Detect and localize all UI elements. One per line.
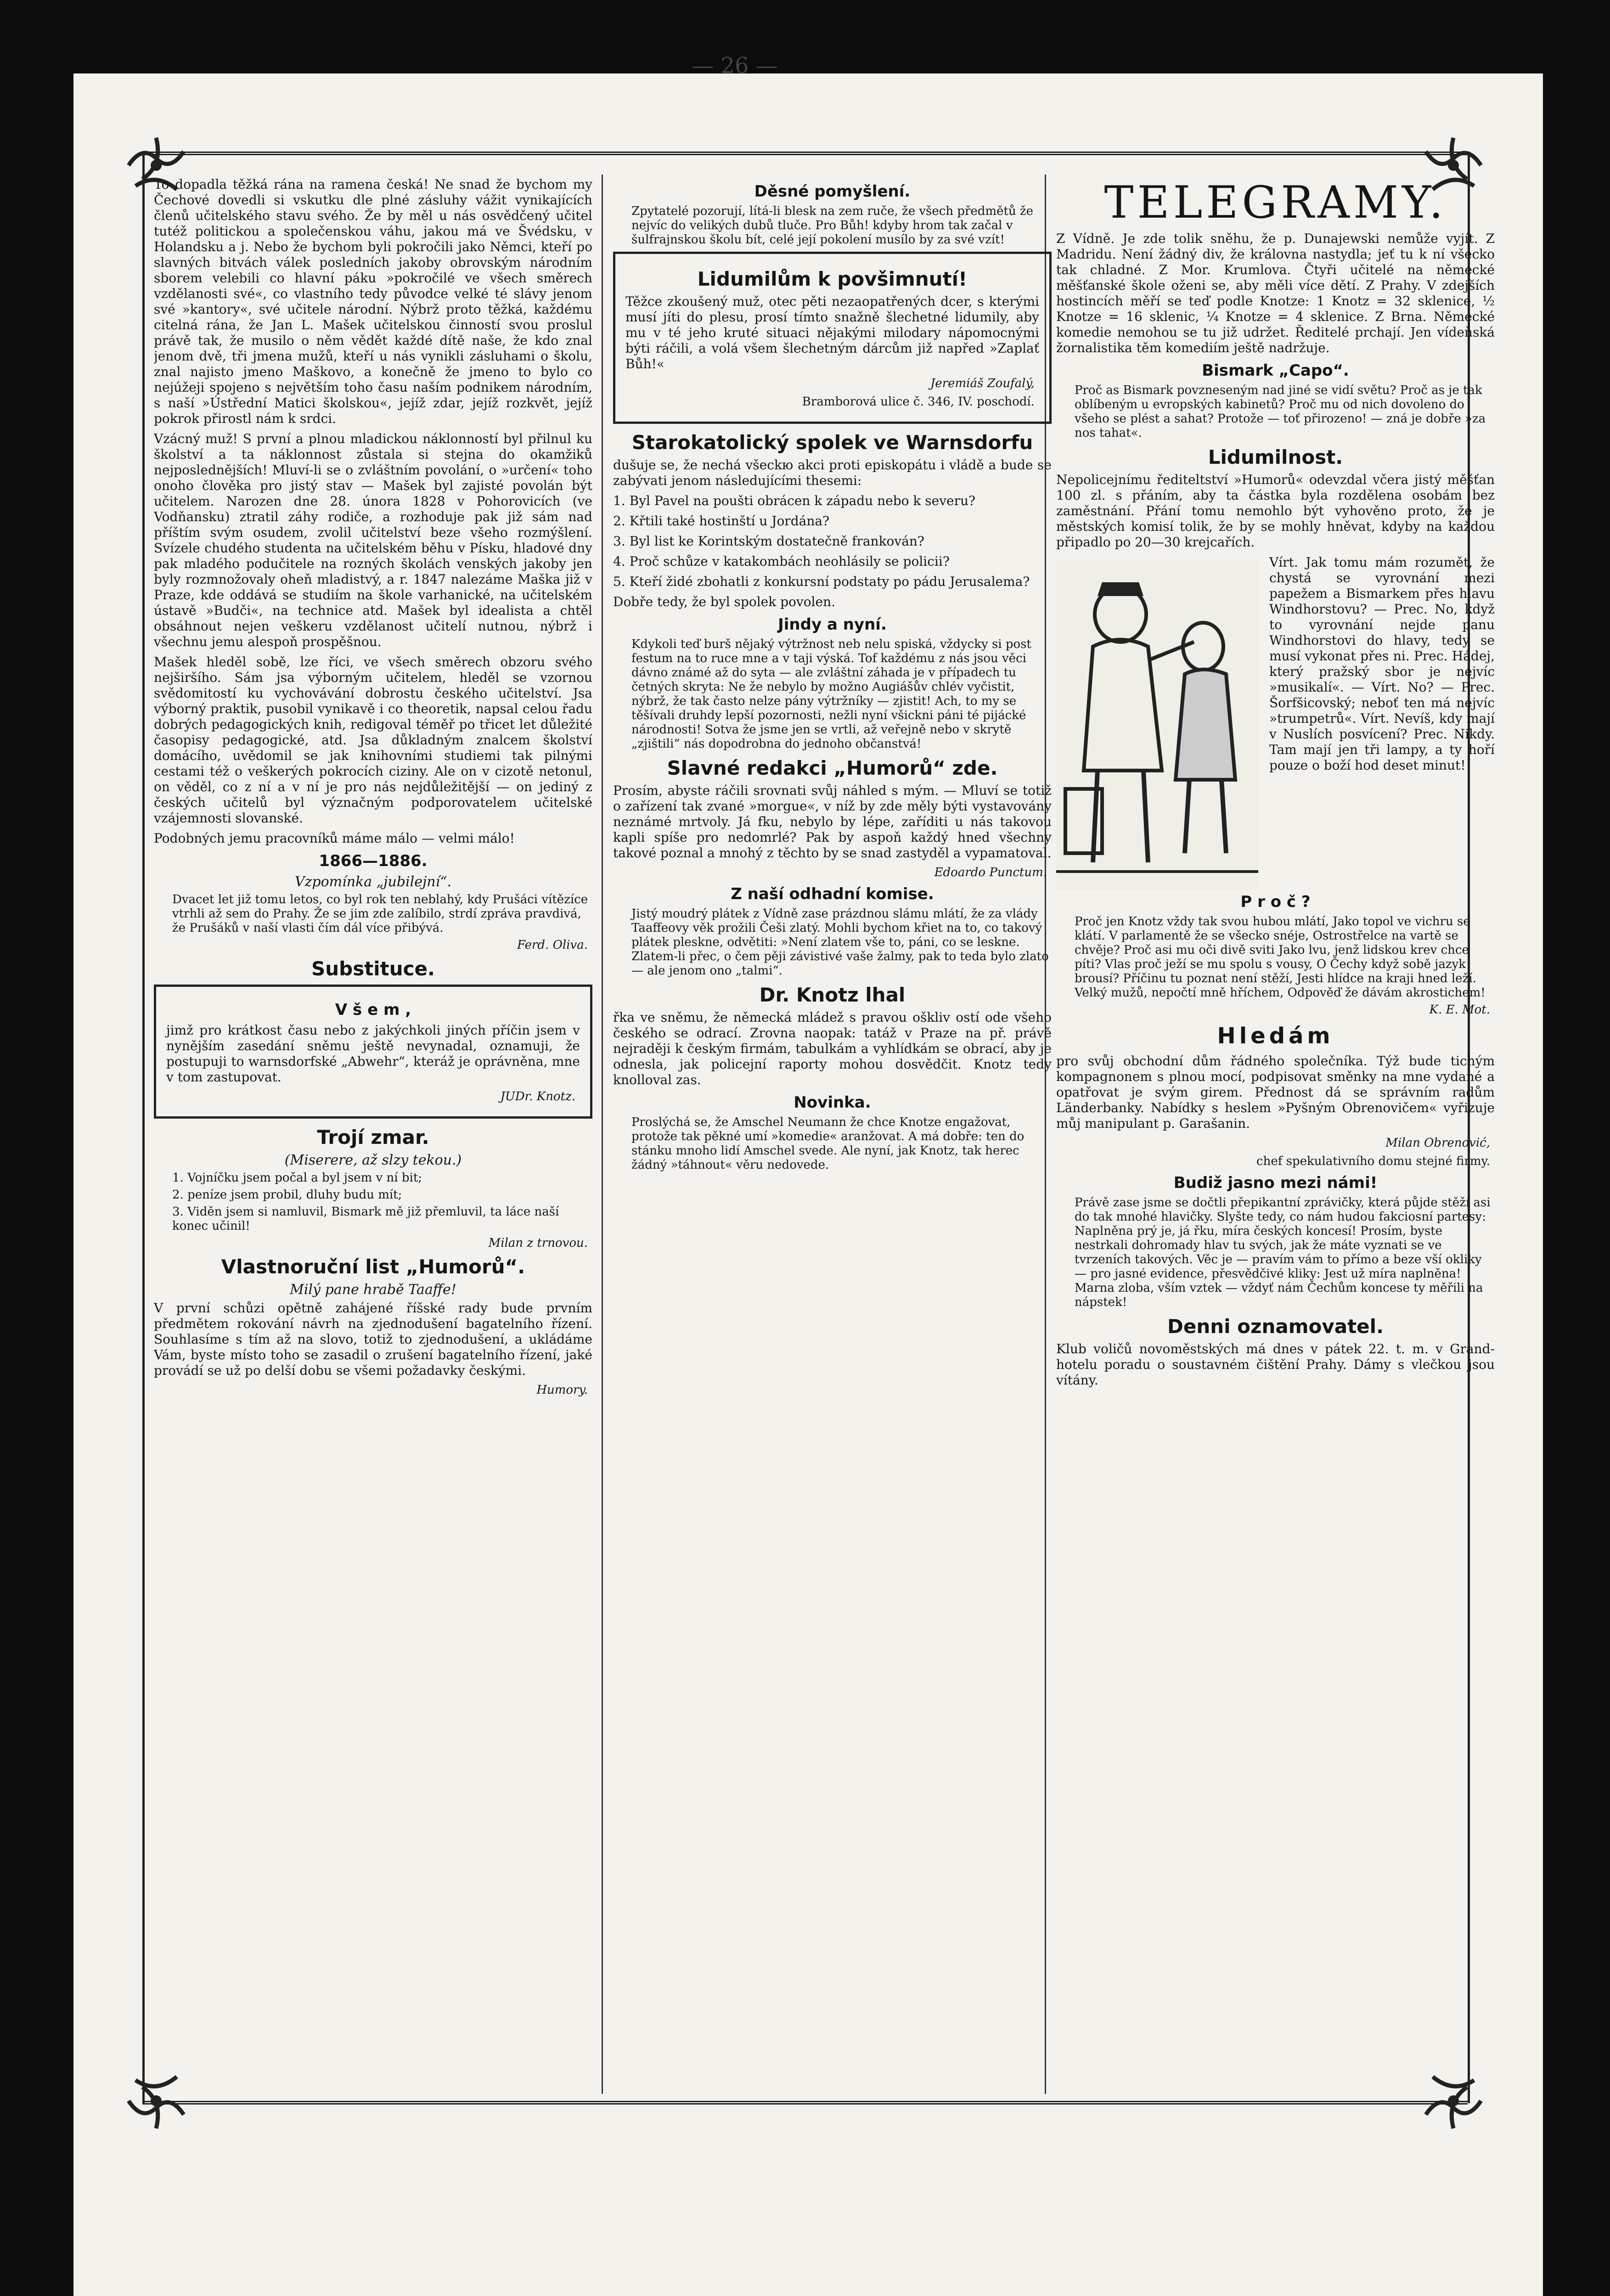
page-number: — 26 — [692, 53, 778, 79]
address: Bramborová ulice č. 346, IV. poschodí. [802, 395, 1035, 409]
notice-text: Těžce zkoušený muž, otec pěti nezaopatřených dcer, s kterými musí jíti do plesu, prosí tímto snažně šlechetné lidumily, aby mu v té jeho kruté situaci nějakými milodary nápomocnými býti ráčili, a volá všem šlechetným dárcům již napřed »Zaplať Bůh!« [625, 294, 1039, 371]
poem: Proč jen Knotz vždy tak svou hubou mlátí, Jako topol ve vichru se klátí. V parlamentě že se všecko snéje, Ostrostřelce na vartě se chvěje? Proč asi mu oči divě sviti Jako lvu, jenž lidskou krev chce píti? Vlas proč ježí se mu spolu s vousy, O Čechy když sobě jazyk brousí? Příčinu tu poznat není stěží, Jesti hlídce na kraji hned leží. Velký mužů, nepočtí mně hříchem, Odpověď že dávám akrostichem! [1075, 915, 1486, 1000]
notice-text: jimž pro krátkost času nebo z jakýchkoli jiných příčin jsem v nynějším zasedání sněmu ještě nevynadal, oznamuji, že postupuji to warnsdorfské „Abwehr“, kteráž je oprávněna, mne v tom zastupovat. [166, 1023, 580, 1085]
thesis-item: 1. Byl Pavel na poušti obrácen k západu nebo k severu? [613, 493, 976, 508]
thesis-item: 5. Kteří židé zbohatli z konkursní podstaty po pádu Jerusalema? [613, 574, 1030, 589]
signature: K. E. Mot. [1429, 1003, 1490, 1017]
article-heading: Dr. Knotz lhal [759, 984, 906, 1006]
article-heading: Slavné redakci „Humorů“ zde. [667, 757, 998, 779]
signature: JUDr. Knotz. [500, 1090, 575, 1103]
article-subheading: (Miserere, až slzy tekou.) [284, 1152, 462, 1168]
frame-bottom-rule [142, 2101, 1468, 2105]
poem-line: 2. peníze jsem probil, dluhy budu mít; [172, 1188, 402, 1202]
article-heading: Budiž jasno mezi námi! [1173, 1174, 1378, 1192]
notice-heading: Lidumilům k povšimnutí! [697, 268, 968, 290]
article-paragraph: To dopadla těžká rána na ramena česká! Ne snad že bychom my Čechové dovedli si vskutku dle plné zásluhy vážit vynikajících členů učitelského stavu svého. Že by měl u nás osvědčený učitel tutéž politickou a společenskou váhu, jakou má ve Švédsku, v Holandsku a j. Nebo že bychom byli pokročili jako Němci, kteří po slavných bitvách válek posledních jakoby obrovským národním sborem velebili co hlavní páku »pokročilé ve všech směrech vzdělanosti své«, co vlastního tedy původce velké té slávy jenom své »kantory«, své učitele národní. Nýbrž proto těžká, každému citelná rána, že Jan L. Mašek učitelskou činností svou proslul právě tak, že musilo o něm vědět každé dítě naše, že kdo znal jenom dvě, tři jmena mužů, kteří u nás vynikli zásluhami o školu, znal najisto jmeno Maškovo, a konečně že jmeno to bylo co nejúžeji spojeno s největším toho času naším podnikem národním, s naší »Ústřední Matici školskou«, jejíž zdar, jejíž rozkvět, jejíž pokrok přirostl nám k srdci. [154, 177, 592, 426]
article-paragraph: Dobře tedy, že byl spolek povolen. [613, 594, 836, 609]
article-paragraph: pro svůj obchodní dům řádného společníka. Týž bude tichým kompagnonem s plnou mocí, podpisovat směnky na mne vydané a opatřovat je svým girem. Přednost dá se správním radům Länderbanky. Nabídky s heslem »Pyšným Obrenovičem« vyřizuje můj manipulant p. Garašanin. [1056, 1053, 1495, 1131]
poem-line: 3. Viděn jsem si namluvil, Bismark mě již přemluvil, ta láce naší konec učinil! [172, 1205, 559, 1233]
column-divider [602, 174, 603, 2094]
poem: Jistý moudrý plátek z Vídně zase prázdnou slámu mlátí, že za vlády Taaffeovy věk prožili Češi zlatý. Mohli bychom křiet na to, co takový plátek pleskne, odvětiti: »Není zlatem vše to, páni, co se leskne. Zlatem-li přec, o čem pěji závistivé vaše žalmy, pak to teda bylo zlato — ale jenom ono „talmi“. [631, 907, 1049, 978]
signature: Jeremiáš Zoufalý, [930, 377, 1035, 390]
signature: Edoardo Punctum. [934, 866, 1047, 879]
signature: Ferd. Oliva. [517, 938, 588, 952]
article-paragraph: V první schůzi opětně zahájené říšské rady bude prvním předmětem rokování návrh na zjednodušení bagatelního řízení. Souhlasíme s tím až na slovo, totiž to zjednodušení, a ukládáme Vám, byste místo toho se zasadil o zrušení bagatelního řízení, jaké provádí se už po delší dobu se všemi požadavky českými. [154, 1300, 592, 1378]
thesis-item: 3. Byl list ke Korintským dostatečně frankován? [613, 534, 924, 549]
article-heading: Starokatolický spolek ve Warnsdorfu [631, 431, 1033, 454]
column-2 [613, 177, 1052, 2092]
article-paragraph: Nepolicejnímu řediteltství »Humorů« odevzdal včera jistý měšťan 100 zl. s přáním, aby ta částka byla rozdělena osobám bez zaměstnání. Přání tomu nemohlo být vyhověno proto, že je městských komisí tolik, že by se mohly hněvat, kdyby na každou připadlo po 20—30 krejcařích. [1056, 472, 1495, 550]
notice-box [613, 252, 1052, 424]
notice-heading: V š e m , [335, 1001, 411, 1019]
article-heading: Trojí zmar. [317, 1126, 429, 1148]
dialog-text: Vírt. Jak tomu mám rozumět, že chystá se vyrovnání mezi papežem a Bismarkem přes hlavu Windhorstovu? — Prec. No, když to vyrovnání nejde panu Windhorstovi do hlavy, tedy se musí vykonat přes ni. Prec. Hádej, který pražský sbor je nejvíc »musikalí«. — Vírt. No? — Prec. Šorfšicovský; neboť ten má nejvíc »trumpetrů«. Vírt. Nevíš, kdy mají v Nuslích posvícení? Prec. Nikdy. Tam mají jen tři lampy, a ty hoří pouze o boží hod deset minut! [1269, 555, 1495, 773]
signature: Milan Obrenović, [1385, 1136, 1490, 1150]
article-heading: Jindy a nyní. [778, 615, 887, 634]
article-subheading: Milý pane hrabě Taaffe! [290, 1282, 456, 1298]
article-heading: Novinka. [794, 1093, 871, 1112]
article-heading: P r o č ? [1240, 893, 1311, 911]
poem: Proč as Bismark povzneseným nad jiné se vidí světu? Proč as je tak oblíbeným u evropských kabinetů? Proč mu od nich dovoleno do všeho se plést a sahat? Protože — toť přirozeno! — zná je dobře »za nos tahat«. [1075, 383, 1486, 440]
article-paragraph: dušuje se, že nechá všeckю akci proti episkopátu i vládě a bude se zabývati jenom následujícími thesemi: [613, 457, 1052, 488]
telegrams-text: Z Vídně. Je zde tolik sněhu, že p. Dunajewski nemůže vyjít. Z Madridu. Není žádný div, že královna nastydla; jeť tu k ní všecko tak chladné. Z Mor. Krumlova. Čtyři učitelé na německé měšťanské škole oženi se, aby měli více dětí. Z Prahy. V zdejších hostincích měří se teď podle Knotze: 1 Knotz = 32 sklenice, ½ Knotze = 16 sklenic, ¼ Knotze = 4 sklenice. Z Brna. Německé komedie nemohou se tu již udržet. Ředitelé prchají. Jen vídeňská žornalistika těm komediím ještě nadržuje. [1056, 231, 1495, 355]
poem: Kdykoli teď burš nějaký výtržnost neb nelu spiská, vždycky si post festum na to ruce mne a v taji výská. Tof každému z nás jsou věci dávno známé až do syta — ale zvláštní záhada je v případech tu četných skryta: Ne že nebylo by možno Augiášův chlév vyčistit, nýbrž, že tak často nelze pány výtržníky — zjistit! Ach, to my se těšívali druhdy lepší pozornosti, nežli nyní všickni páni té pijácké národnosti! Sotva že jsme jen se vrtli, až veřejně nebo v skrytě „zjištili“ nás dopodrobna do jednoho občanstvá! [631, 637, 1031, 751]
poem-line: 1. Vojníčku jsem počal a byl jsem v ní bit; [172, 1171, 422, 1185]
article-heading: 1866—1886. [319, 852, 428, 870]
article-paragraph: Podobných jemu pracovníků máme málo — velmi málo! [154, 831, 515, 846]
thesis-item: 4. Proč schůze v katakombách neohlásily se policii? [613, 554, 950, 569]
signature-title: chef spekulativního domu stejné firmy. [1256, 1154, 1490, 1168]
article-heading: Vlastnoruční list „Humorů“. [221, 1255, 525, 1278]
article-paragraph: řka ve sněmu, že německá mládež s pravou oškliv ostí ode všeho českého se odrací. Zrovna naopak: tatáž v Praze na př. právě nejraději k českým firmám, tabulkám a vyhlídkám se obrací, aby je odnesla, jak policejní raporty mohou dosvědčit. Knotz tedy knolloval zas. [613, 1010, 1052, 1087]
column-3 [1056, 177, 1495, 2092]
article-heading: Z naší odhadní komise. [731, 885, 934, 903]
telegrams-heading: TELEGRAMY. [1104, 177, 1447, 228]
article-paragraph: Vzácný muž! S první a plnou mladickou náklonností byl přilnul ku školství a ta náklonnost zůstala si stejna do okamžiků nejposlednějších! Mluví-li se o zvláštním povolání, o »určení« toho onoho člověka pro jistý stav — Mašek byl zajisté povolán být učitelem. Narozen dne 28. února 1828 v Pohorovicích (ve Vodňansku) ztratil záhy rodiče, a rozhoduje pak již sám nad příštím svým osudem, zvolil učitelství beze všeho rozmýšlení. Svízele chudého studenta na učitelském běhu v Písku, hladové dny pak mladého podučitele na rozných školách venských jakoby jen byly rozmnožovaly oheň mladistvý, a r. 1847 nalezáme Maška již v Praze, kde oddává se studiím na škole varhanické, na učitelském ústavě »Budči«, na technice atd. Mašek byl idealista a chtěl obsáhnout nejen veškeru vzdělanost učitelí nutnou, nýbrž i všechnu jemu alespoň prospěšnou. [154, 431, 592, 649]
article-heading: Substituce. [311, 957, 435, 980]
thesis-item: 2. Křtili také hostinští u Jordána? [613, 513, 830, 529]
poem: Dvacet let již tomu letos, co byl rok ten neblahý, kdy Prušáci vítězíce vtrhli až sem do Prahy. Že se jim zde zalíbilo, strdí zpráva pravdivá, že Prušáků v naší vlasti čím dál více přibývá. [172, 893, 588, 935]
poem: Zpytatelé pozorují, lítá-li blesk na zem ruče, že všech předmětů že nejvíc do velikých dubů tluče. Pro Bůh! kdyby hrom tak začal v šulfrajnskou školu bít, celé její pokolení musílo by za své vzít! [631, 204, 1034, 247]
frame-left-rule [142, 152, 145, 2103]
signature: Humory. [536, 1383, 588, 1397]
notice-box [154, 985, 592, 1119]
article-heading: Lidumilnost. [1208, 446, 1343, 468]
article-heading: Bismark „Capo“. [1202, 361, 1349, 380]
article-heading: Děsné pomyšlení. [754, 182, 911, 201]
cartoon-two-figures-illustration [1056, 559, 1258, 890]
frame-top-rule [142, 152, 1468, 155]
article-heading: Hledám [1217, 1023, 1334, 1049]
article-paragraph: Klub voličů novoměstských má dnes v pátek 22. t. m. v Grand-hotelu poradu o soustavném čištění Prahy. Dámy s vlečkou jsou vítány. [1056, 1341, 1495, 1388]
article-heading: Denni oznamovatel. [1167, 1315, 1384, 1338]
signature: Milan z trnovou. [488, 1236, 588, 1250]
poem: Proslýchá se, že Amschel Neumann že chce Knotze engažovat, protože tak pěkné umí »komedie« aranžovat. A má dobře: ten do stánku mnoho lidí Amschel svede. Ale nyní, jak Knotz, tak herec žádný »táhnout« věru nedovede. [631, 1115, 1025, 1172]
article-paragraph: Mašek hleděl sobě, lze říci, ve všech směrech obzoru svého nejširšího. Sám jsa výborným učitelem, hleděl se vzornou svědomitostí ku vychovávání dobrostu českého učitelství. Jsa výborný praktik, pusobil vynikavě i co theoretik, napsal celou řadu dobrých pedagogických knih, redigoval téměř po třicet let důležité časopisy pedagogické, atd. Jsa důkladným znalcem školství domácího, uvědomil se jak knihovními studiemi tak pilnými cestami též o veškerých pokrocích ciziny. Ale on v cizotě netonul, on věděl, co z ní a v ní je pro nás nejdůležitější — on jediný z českých učitelů byl význačným podporovatelem učitelské vzájemnosti slovanské. [154, 654, 592, 826]
article-subheading: Vzpomínka „jubilejní“. [294, 874, 452, 890]
article-paragraph: Prosím, abyste ráčili srovnati svůj náhled s mým. — Mluví se totiž o zařízení tak zvané »morgue«, v níž by zde měly býti vystavovány neznámé mrtvoly. Já fku, nebylo by lépe, zaříditi u nás takovou kapli spíše pro nedomrlé? Pak by aspoň každý hned všechny takové poznal a mnohý z těchto by se snad zastyděl a vypamatoval. [613, 783, 1052, 861]
column-1 [154, 177, 592, 2092]
poem: Právě zase jsme se dočtli přepikantní zprávičky, která půjde stěží asi do tak mnohé hlavičky. Slyšte tedy, co nám hudou fakciosní partesy: Naplněna prý je, já řku, míra českých koncesí! Prosím, byste nestrkali dohromady hlav tu svých, jak že máte vyznati se ve tvrzeních takových. Věc je — pravím vám to přímo a beze vší okliky — pro jasné evidence, přesvědčivé kliky: Jest už míra naplněna! Marna zloba, vším vztek — vždyť nám Čechům koncese ty měřili na nápstek! [1075, 1196, 1491, 1309]
